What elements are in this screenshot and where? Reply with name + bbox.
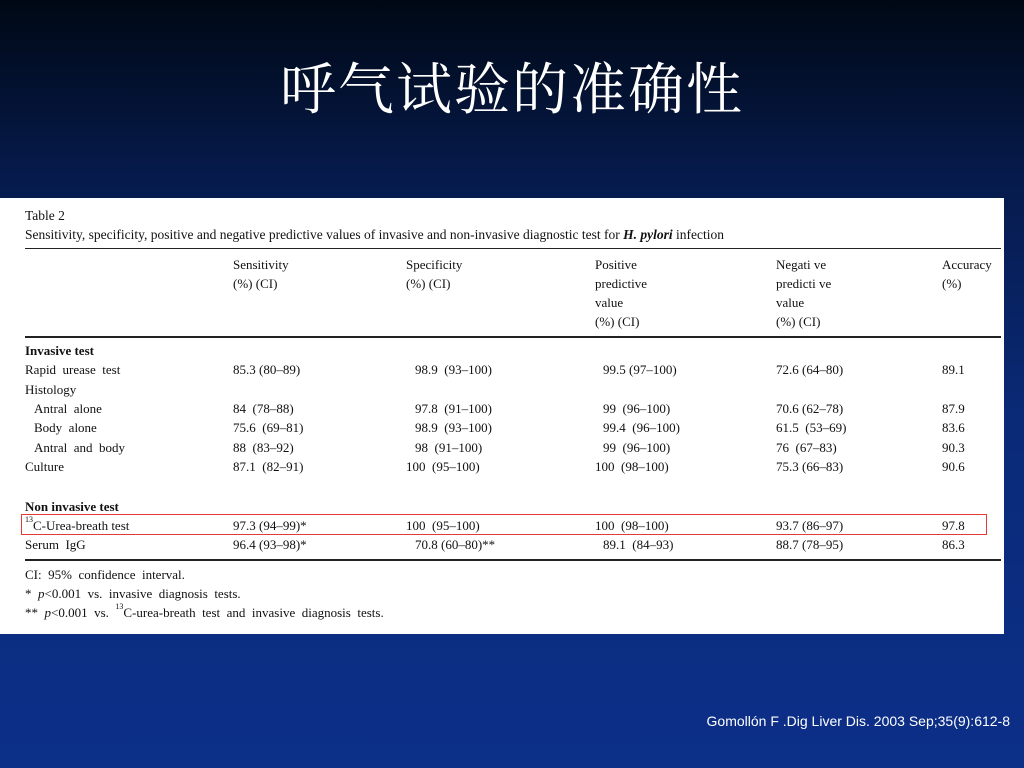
- footnote-single-star: [25, 584, 241, 603]
- footnote-text-mid: <0.001 vs.: [51, 605, 116, 620]
- highlight-box: [21, 514, 987, 535]
- cell-sensitivity: 85.3 (80–89): [233, 362, 301, 377]
- cell-specificity: 98.9 (93–100): [415, 362, 492, 377]
- cell-npv: 75.3 (66–83): [776, 459, 844, 474]
- cell-accuracy: 97.8: [942, 518, 965, 533]
- citation: Gomollón F .Dig Liver Dis. 2003 Sep;35(9):612-8: [706, 713, 1010, 729]
- caption-organism: H. pylori: [623, 227, 673, 242]
- isotope-superscript: 13: [25, 515, 33, 524]
- cell-ppv: 99.4 (96–100): [603, 420, 680, 435]
- row-label: Body alone: [34, 420, 97, 435]
- table-description: [25, 225, 724, 244]
- cell-specificity: 98 (91–100): [415, 440, 483, 455]
- cell-accuracy: 83.6: [942, 420, 965, 435]
- header-negative-predictive: [776, 255, 831, 331]
- cell-specificity: 100 (95–100): [406, 459, 480, 474]
- cell-ppv: 100 (98–100): [595, 459, 669, 474]
- cell-specificity: 70.8 (60–80)**: [415, 537, 496, 552]
- footnote-double-star: [25, 603, 384, 622]
- cell-specificity: 100 (95–100): [406, 518, 480, 533]
- cell-sensitivity: 84 (78–88): [233, 401, 294, 416]
- row-label: Serum IgG: [25, 537, 86, 552]
- cell-ppv: 99 (96–100): [603, 401, 671, 416]
- cell-npv: 88.7 (78–95): [776, 537, 844, 552]
- cell-sensitivity: 97.3 (94–99)*: [233, 518, 307, 533]
- header-specificity: [406, 255, 462, 293]
- header-rule: [25, 336, 1001, 338]
- cell-ppv: 99.5 (97–100): [603, 362, 677, 377]
- footnote-superscript: 13: [115, 602, 124, 611]
- cell-accuracy: 90.6: [942, 459, 965, 474]
- footnote-text: <0.001 vs. invasive diagnosis tests.: [44, 586, 241, 601]
- cell-accuracy: 86.3: [942, 537, 965, 552]
- table-label: Table 2: [25, 208, 65, 223]
- header-line: value: [776, 295, 805, 310]
- cell-ppv: 99 (96–100): [603, 440, 671, 455]
- header-line: (%): [942, 276, 962, 291]
- header-line: Positive: [595, 257, 637, 272]
- cell-ppv: 100 (98–100): [595, 518, 669, 533]
- header-line: (%) (CI): [776, 314, 821, 329]
- header-line: Sensitivity: [233, 257, 289, 272]
- header-line: (%) (CI): [406, 276, 451, 291]
- header-line: Negati ve: [776, 257, 827, 272]
- caption-text-after: infection: [672, 227, 724, 242]
- row-label: Culture: [25, 459, 64, 474]
- slide-title: 呼气试验的准确性: [280, 58, 744, 123]
- section-invasive: Invasive test: [25, 343, 94, 358]
- cell-sensitivity: 75.6 (69–81): [233, 420, 304, 435]
- header-line: Specificity: [406, 257, 463, 272]
- header-line: value: [595, 295, 624, 310]
- cell-npv: 76 (67–83): [776, 440, 837, 455]
- header-sensitivity: [233, 255, 289, 293]
- header-line: predicti ve: [776, 276, 832, 291]
- header-line: predictive: [595, 276, 647, 291]
- top-rule: [25, 248, 1001, 249]
- cell-sensitivity: 96.4 (93–98)*: [233, 537, 307, 552]
- footnote-ci: CI: 95% confidence interval.: [25, 567, 185, 582]
- cell-accuracy: 90.3: [942, 440, 965, 455]
- footnote-p: p: [44, 605, 51, 620]
- cell-npv: 72.6 (64–80): [776, 362, 844, 377]
- row-label-text: C-Urea-breath test: [33, 518, 130, 533]
- cell-accuracy: 87.9: [942, 401, 965, 416]
- cell-npv: 70.6 (62–78): [776, 401, 844, 416]
- footnote-mark: *: [25, 586, 38, 601]
- cell-accuracy: 89.1: [942, 362, 965, 377]
- footnote-p: p: [38, 586, 45, 601]
- caption-text-before: Sensitivity, specificity, positive and negative predictive values of invasive and non-invasive diagnostic test for: [25, 227, 624, 242]
- cell-npv: 93.7 (86–97): [776, 518, 844, 533]
- cell-sensitivity: 87.1 (82–91): [233, 459, 304, 474]
- bottom-rule: [25, 559, 1001, 561]
- cell-specificity: 97.8 (91–100): [415, 401, 492, 416]
- section-noninvasive: Non invasive test: [25, 499, 119, 514]
- header-line: (%) (CI): [233, 276, 278, 291]
- row-label: Rapid urease test: [25, 362, 121, 377]
- row-label: Antral alone: [34, 401, 102, 416]
- header-line: Accuracy: [942, 257, 992, 272]
- table-image: [0, 198, 1004, 634]
- row-label: Antral and body: [34, 440, 125, 455]
- footnote-text: C-urea-breath test and invasive diagnosis tests.: [123, 605, 384, 620]
- header-positive-predictive: [595, 255, 647, 331]
- header-accuracy: [942, 255, 992, 293]
- cell-npv: 61.5 (53–69): [776, 420, 847, 435]
- cell-specificity: 98.9 (93–100): [415, 420, 492, 435]
- cell-ppv: 89.1 (84–93): [603, 537, 674, 552]
- table-caption: [25, 206, 724, 244]
- header-line: (%) (CI): [595, 314, 640, 329]
- cell-sensitivity: 88 (83–92): [233, 440, 294, 455]
- footnote-mark: **: [25, 605, 45, 620]
- row-label: Histology: [25, 382, 77, 397]
